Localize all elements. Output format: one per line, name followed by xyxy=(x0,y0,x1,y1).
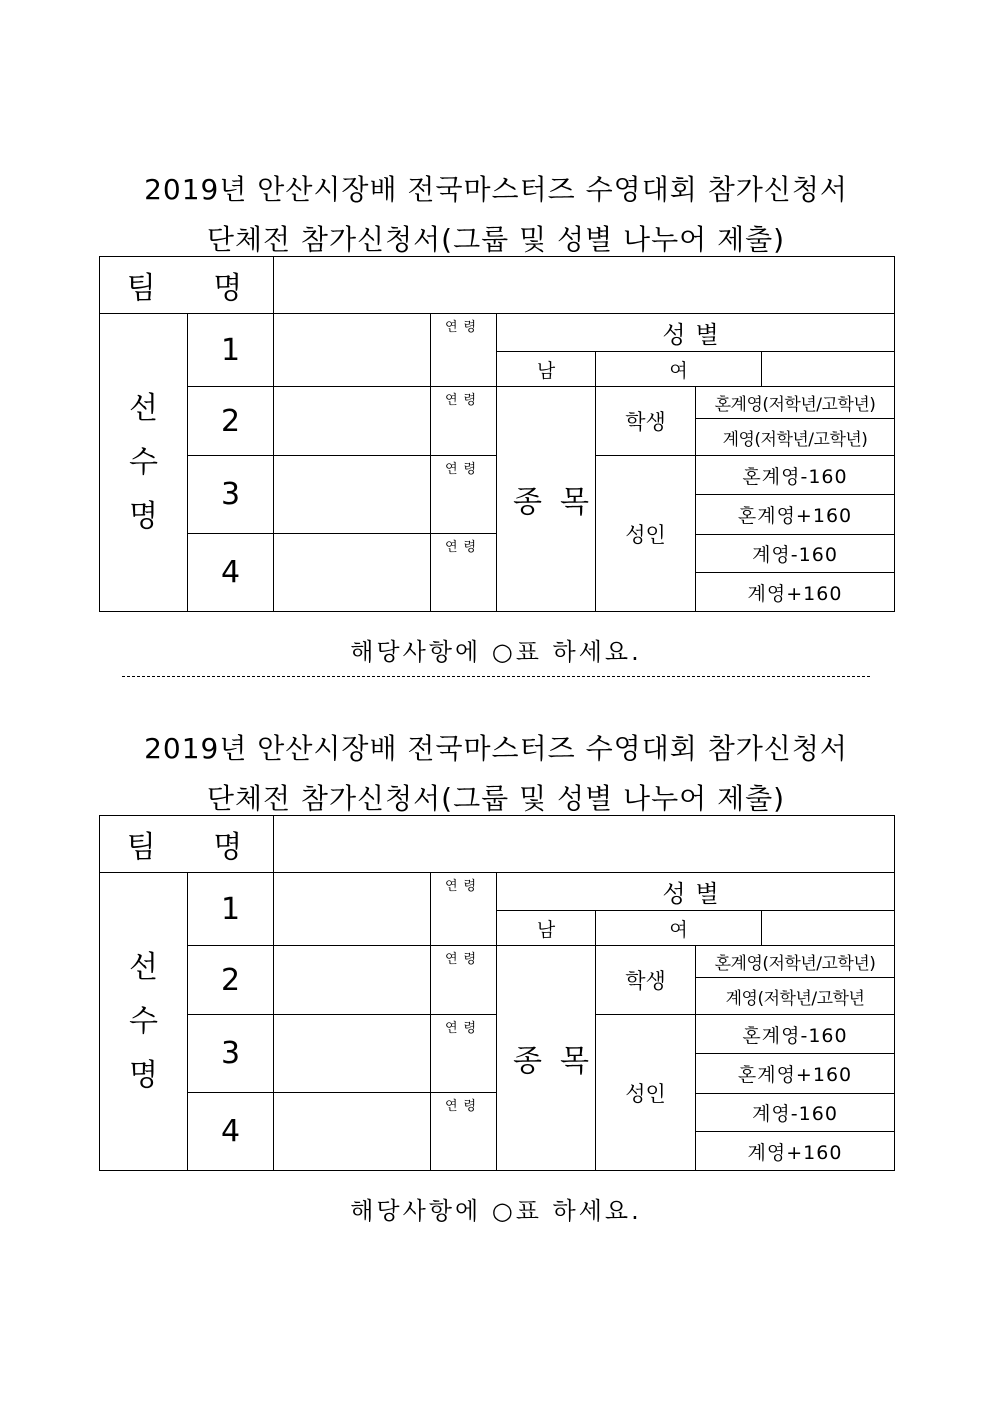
player-number: 2 xyxy=(188,387,274,456)
age-field[interactable]: 연령 xyxy=(431,387,497,456)
player-number: 4 xyxy=(188,1093,274,1171)
event-option-freestyle-relay-under-160[interactable]: 계영-160 xyxy=(696,535,895,573)
form-subtitle: 단체전 참가신청서(그룹 및 성별 나누어 제출) xyxy=(206,223,786,256)
event-option-medley-relay-under-160[interactable]: 혼계영-160 xyxy=(696,1015,895,1054)
event-option-medley-relay-over-160[interactable]: 혼계영+160 xyxy=(696,1054,895,1094)
event-header: 종목 xyxy=(497,387,596,612)
event-option-medley-relay-under-160[interactable]: 혼계영-160 xyxy=(696,456,895,495)
gender-option-female[interactable]: 여 xyxy=(596,352,762,387)
team-name-label: 팀 명 xyxy=(100,816,274,873)
gender-header: 성별 xyxy=(497,873,895,911)
age-field[interactable]: 연령 xyxy=(431,456,497,534)
player-number: 3 xyxy=(188,1015,274,1093)
age-field[interactable]: 연령 xyxy=(431,314,497,387)
player-name-field[interactable] xyxy=(274,1015,431,1093)
gender-blank-cell xyxy=(762,911,895,946)
event-option-freestyle-relay-over-160[interactable]: 계영+160 xyxy=(696,573,895,612)
player-number: 1 xyxy=(188,314,274,387)
entry-table xyxy=(99,256,895,612)
player-number: 3 xyxy=(188,456,274,534)
player-name-field[interactable] xyxy=(274,456,431,534)
event-option-student-freestyle-relay[interactable]: 계영(저학년/고학년) xyxy=(696,419,895,456)
form-subtitle: 단체전 참가신청서(그룹 및 성별 나누어 제출) xyxy=(206,782,786,815)
player-name-field[interactable] xyxy=(274,873,431,946)
student-category-label: 학생 xyxy=(596,946,696,1015)
event-option-student-freestyle-relay[interactable]: 계영(저학년/고학년 xyxy=(696,978,895,1015)
gender-option-male[interactable]: 남 xyxy=(497,352,596,387)
instruction-note: 해당사항에 ○표 하세요. xyxy=(350,1197,642,1225)
age-field[interactable]: 연령 xyxy=(431,1093,497,1171)
player-list-label: 선 수 명 xyxy=(100,873,188,1171)
player-name-field[interactable] xyxy=(274,1093,431,1171)
event-option-medley-relay-over-160[interactable]: 혼계영+160 xyxy=(696,495,895,535)
instruction-note: 해당사항에 ○표 하세요. xyxy=(350,638,642,666)
player-number: 2 xyxy=(188,946,274,1015)
cut-line-divider xyxy=(122,676,870,677)
team-name-field[interactable] xyxy=(274,257,895,314)
form-title: 2019년 안산시장배 전국마스터즈 수영대회 참가신청서 xyxy=(144,732,848,765)
entry-table xyxy=(99,815,895,1171)
adult-category-label: 성인 xyxy=(596,1015,696,1171)
event-option-student-medley-relay[interactable]: 혼계영(저학년/고학년) xyxy=(696,946,895,978)
gender-option-female[interactable]: 여 xyxy=(596,911,762,946)
form-title: 2019년 안산시장배 전국마스터즈 수영대회 참가신청서 xyxy=(144,173,848,206)
player-name-field[interactable] xyxy=(274,314,431,387)
team-name-field[interactable] xyxy=(274,816,895,873)
team-name-label: 팀 명 xyxy=(100,257,274,314)
event-header: 종목 xyxy=(497,946,596,1171)
gender-blank-cell xyxy=(762,352,895,387)
age-field[interactable]: 연령 xyxy=(431,534,497,612)
player-name-field[interactable] xyxy=(274,946,431,1015)
age-field[interactable]: 연령 xyxy=(431,1015,497,1093)
age-field[interactable]: 연령 xyxy=(431,873,497,946)
player-name-field[interactable] xyxy=(274,387,431,456)
adult-category-label: 성인 xyxy=(596,456,696,612)
gender-header: 성별 xyxy=(497,314,895,352)
age-field[interactable]: 연령 xyxy=(431,946,497,1015)
event-option-student-medley-relay[interactable]: 혼계영(저학년/고학년) xyxy=(696,387,895,419)
player-number: 4 xyxy=(188,534,274,612)
player-list-label: 선 수 명 xyxy=(100,314,188,612)
player-number: 1 xyxy=(188,873,274,946)
student-category-label: 학생 xyxy=(596,387,696,456)
player-name-field[interactable] xyxy=(274,534,431,612)
event-option-freestyle-relay-under-160[interactable]: 계영-160 xyxy=(696,1094,895,1132)
gender-option-male[interactable]: 남 xyxy=(497,911,596,946)
event-option-freestyle-relay-over-160[interactable]: 계영+160 xyxy=(696,1132,895,1171)
